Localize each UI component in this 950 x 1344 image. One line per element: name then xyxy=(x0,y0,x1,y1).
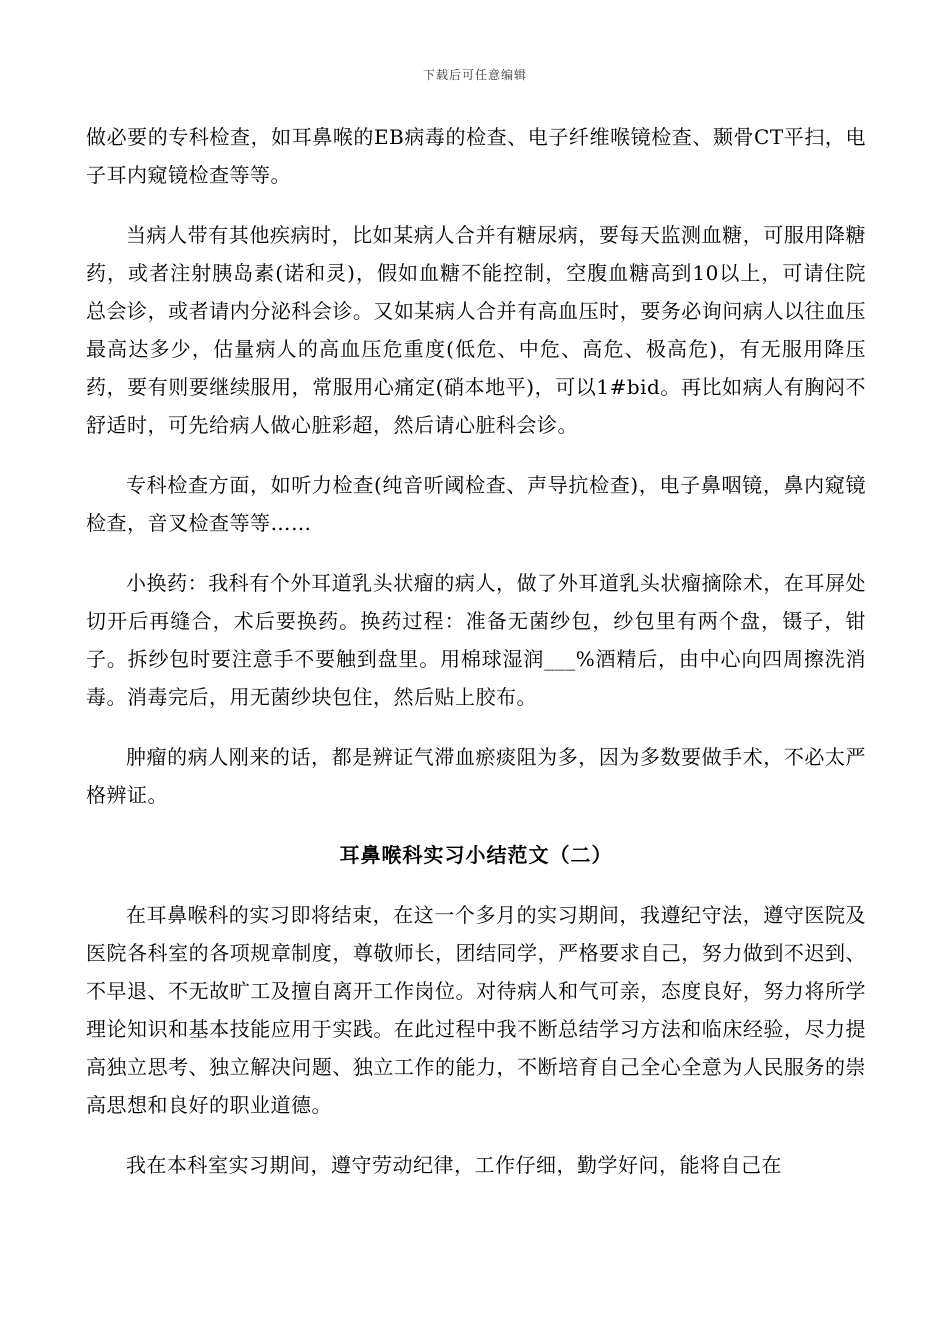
paragraph-gap xyxy=(86,194,866,216)
paragraph-exam-continued: 做必要的专科检查，如耳鼻喉的EB病毒的检查、电子纤维喉镜检查、颞骨CT平扫，电子耳内窥镜检查等等。 xyxy=(86,125,866,187)
paragraph-specialist-exam: 专科检查方面，如听力检查(纯音听阈检查、声导抗检查)，电子鼻咽镜，鼻内窥镜检查，音叉检查等等…… xyxy=(86,473,866,535)
paragraph-internship-conduct: 我在本科室实习期间，遵守劳动纪律，工作仔细，勤学好问，能将自己在 xyxy=(126,1153,782,1177)
page-header-note: 下载后可任意编辑 xyxy=(422,68,527,82)
paragraph-gap xyxy=(86,814,866,836)
document-body xyxy=(86,118,866,1184)
paragraph-gap xyxy=(86,1124,866,1146)
paragraph-internship-summary: 在耳鼻喉科的实习即将结束，在这一个多月的实习期间，我遵纪守法，遵守医院及医院各科室的各项规章制度，尊敬师长，团结同学，严格要求自己，努力做到不迟到、不早退、不无故旷工及擅自离开工作岗位。对待病人和气可亲，态度良好，努力将所学理论知识和基本技能应用于实践。在此过程中我不断总结学习方法和临床经验，尽力提高独立思考、独立解决问题、独立工作的能力，不断培育自己全心全意为人民服务的崇高思想和良好的职业道德。 xyxy=(86,903,866,1117)
paragraph-comorbidity: 当病人带有其他疾病时，比如某病人合并有糖尿病，要每天监测血糖，可服用降糖药，或者注射胰岛素(诺和灵)，假如血糖不能控制，空腹血糖高到10以上，可请住院总会诊，或者请内分泌科会诊。又如某病人合并有高血压时，要务必询问病人以往血压最高达多少，估量病人的高血压危重度(低危、中危、高危、极高危)，有无服用降压药，要有则要继续服用，常服用心痛定(硝本地平)，可以1#bid。再比如病人有胸闷不舒适时，可先给病人做心脏彩超，然后请心脏科会诊。 xyxy=(86,223,866,437)
paragraph-gap xyxy=(86,716,866,738)
paragraph-tumor-patients: 肿瘤的病人刚来的话，都是辨证气滞血瘀痰阻为多，因为多数要做手术，不必太严格辨证。 xyxy=(86,745,866,807)
paragraph-gap xyxy=(86,874,866,896)
paragraph-gap xyxy=(86,542,866,564)
paragraph-gap xyxy=(86,444,866,466)
paragraph-dressing-change: 小换药：我科有个外耳道乳头状瘤的病人，做了外耳道乳头状瘤摘除术，在耳屏处切开后再缝合，术后要换药。换药过程：准备无菌纱包，纱包里有两个盘，镊子，钳子。拆纱包时要注意手不要触到盘里。用棉球湿润___%酒精后，由中心向四周擦洗消毒。消毒完后，用无菌纱块包住，然后贴上胶布。 xyxy=(86,571,866,709)
section-title: 耳鼻喉科实习小结范文（二） xyxy=(339,843,613,867)
